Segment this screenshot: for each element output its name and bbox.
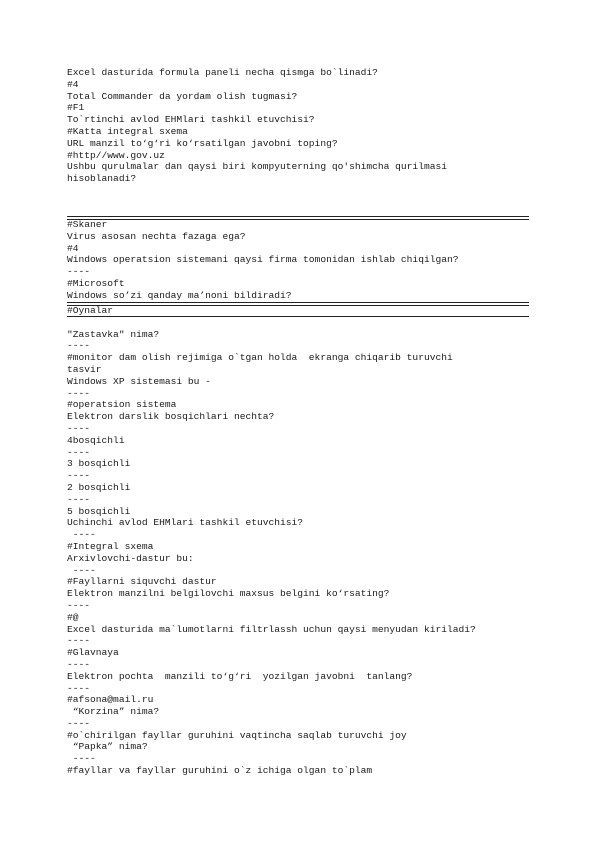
answer-line: #monitor dam olish rejimiga o`tgan holda ekranga chiqarib turuvchi xyxy=(67,352,453,364)
answer-line: #@ xyxy=(67,611,79,623)
separator-line: ---- xyxy=(67,564,96,576)
text-line: Elektron pochta manzili to‘g‘ri yozilgan javobni tanlang? xyxy=(67,670,413,682)
text-line: Windows so’zi qanday ma’noni bildiradi? xyxy=(67,289,292,301)
answer-line: #Glavnaya xyxy=(67,647,119,659)
answer-line: #Katta integral sxema xyxy=(67,125,188,137)
answer-line: #4 xyxy=(67,242,79,254)
text-line: 5 bosqichli xyxy=(67,505,131,517)
answer-line: #http//www.gov.uz xyxy=(67,149,165,161)
text-line: 4bosqichli xyxy=(67,434,125,446)
separator-line: ---- xyxy=(67,529,96,541)
text-line: Excel dasturida formula paneli necha qismga bo`linadi? xyxy=(67,67,378,78)
text-line: Total Commander da yordam olish tugmasi? xyxy=(67,90,298,102)
answer-line: #operatsion sistema xyxy=(67,399,177,411)
text-line: Windows operatsion sistemani qaysi firma tomonidan ishlab chiqilgan? xyxy=(67,254,459,266)
text-line: Excel dasturida ma`lumotlarni filtrlassh uchun qaysi menyudan kiriladi? xyxy=(67,623,476,635)
separator-line: ---- xyxy=(67,387,91,399)
text-line: Uchinchi avlod EHMlari tashkil etuvchisi? xyxy=(67,517,304,529)
separator-line: ---- xyxy=(67,717,91,729)
question-block-1 xyxy=(67,67,537,185)
text-line: tasvir xyxy=(67,363,102,375)
blank-line xyxy=(67,317,537,329)
text-line: Arxivlovchi-dastur bu: xyxy=(67,552,194,564)
text-line: 3 bosqichli xyxy=(67,458,131,470)
question-list-3 xyxy=(67,329,537,777)
separator-line: ---- xyxy=(67,599,91,611)
text-line: "Zastavka" nima? xyxy=(67,328,160,340)
answer-line: #Oynalar xyxy=(67,305,114,316)
text-line: “Korzina” nima? xyxy=(67,706,160,718)
text-line: “Papka” nima? xyxy=(67,741,148,753)
separator-line: ---- xyxy=(67,635,91,647)
answer-line: #afsona@mail.ru xyxy=(67,694,154,706)
text-line: 2 bosqichli xyxy=(67,481,131,493)
separator-line: ---- xyxy=(67,470,91,482)
text-line: URL manzil to‘g‘ri ko‘rsatilgan javobni toping? xyxy=(67,137,338,149)
answer-line: #Skaner xyxy=(67,219,108,230)
text-line: Ushbu qurulmalar dan qaysi biri kompyuterning qo'shimcha qurilmasi xyxy=(67,161,447,173)
text-line: Windows XP sistemasi bu - xyxy=(67,375,211,387)
separator-line: ---- xyxy=(67,493,91,505)
separator-line: ---- xyxy=(67,658,91,670)
text-line: Elektron darslik bosqichlari nechta? xyxy=(67,411,275,423)
question-block-3 xyxy=(67,305,537,777)
separator-line: ---- xyxy=(67,446,91,458)
separator-line: ---- xyxy=(67,682,91,694)
single-rule xyxy=(67,316,529,317)
separator-line: ---- xyxy=(67,753,96,765)
answer-line: #Integral sxema xyxy=(67,540,154,552)
text-line: To`rtinchi avlod EHMlari tashkil etuvchisi? xyxy=(67,114,315,126)
answer-line: #Fayllarni siquvchi dastur xyxy=(67,576,217,588)
text-line: Virus asosan nechta fazaga ega? xyxy=(67,230,246,242)
text-line: hisoblanadi? xyxy=(67,173,137,185)
answer-line: #o`chirilgan fayllar guruhini vaqtincha saqlab turuvchi joy xyxy=(67,729,407,741)
answer-line: #4 xyxy=(67,78,79,90)
separator-line: ---- xyxy=(67,422,91,434)
answer-line: #Microsoft xyxy=(67,277,125,289)
answer-line: #F1 xyxy=(67,102,85,114)
separator-line: ---- xyxy=(67,340,91,352)
answer-line: #fayllar va fayllar guruhini o`z ichiga olgan to`plam xyxy=(67,765,373,777)
text-line: Elektron manzilni belgilovchi maxsus belgini ko‘rsating? xyxy=(67,588,390,600)
separator-line: ---- xyxy=(67,266,91,278)
question-block-2 xyxy=(67,219,537,302)
